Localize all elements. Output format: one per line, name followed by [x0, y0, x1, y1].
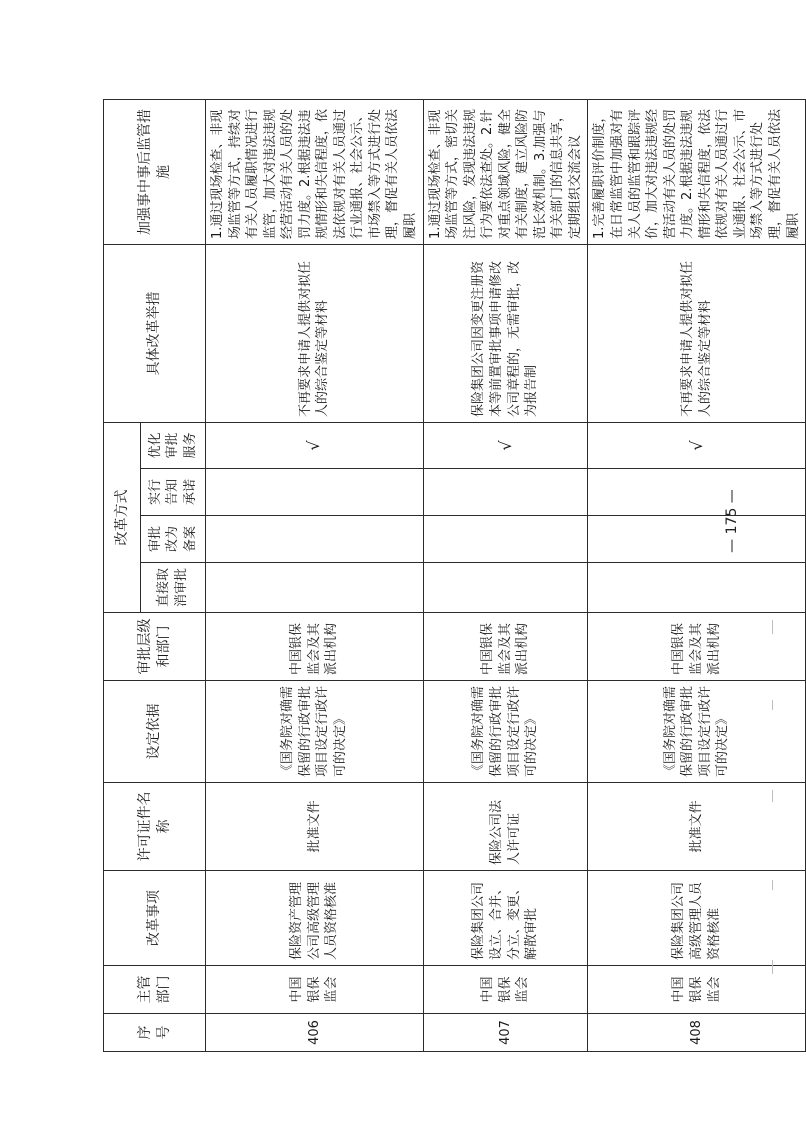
cell-license-name: 批准文件: [588, 783, 806, 871]
check-mark-icon: √: [588, 423, 806, 469]
cell-index: 407: [423, 1014, 588, 1052]
cell-measures: 不再要求申请人提供对拟任人的综合鉴定等材料: [206, 245, 424, 423]
header-department: 主管部门: [104, 966, 206, 1014]
cell-department: 中国银保监会: [206, 966, 424, 1014]
header-license-name: 许可证件名称: [104, 783, 206, 871]
cell-measures: 保险集团公司因变更注册资本等前置审批事项申请修改公司章程的，无需审批，改为报告制: [423, 245, 588, 423]
cell-filing: [206, 516, 424, 563]
cell-cancel: [423, 563, 588, 613]
header-index: 序号: [104, 1014, 206, 1052]
table-row: [206, 100, 424, 1052]
cell-basis: 《国务院对确需保留的行政审批项目设定行政许可的决定》: [206, 681, 424, 783]
cell-department: 中国银保监会: [423, 966, 588, 1014]
header-measures: 具体改革举措: [104, 245, 206, 423]
cell-approval-level: 中国银保监会及其派出机构: [206, 613, 424, 681]
cell-measures: 不再要求申请人提供对拟任人的综合鉴定等材料: [588, 245, 806, 423]
cell-basis: 《国务院对确需保留的行政审批项目设定行政许可的决定》: [588, 681, 806, 783]
cell-notify: [588, 469, 806, 516]
header-item: 改革事项: [104, 871, 206, 966]
reform-table: [103, 99, 806, 1052]
cell-approval-level: 中国银保监会及其派出机构: [588, 613, 806, 681]
cell-department: 中国银保监会: [588, 966, 806, 1014]
table-header: [104, 100, 206, 1052]
scan-mark: [772, 790, 773, 802]
header-approval-level: 审批层级和部门: [104, 613, 206, 681]
header-supervision: 加强事中事后监管措施: [104, 100, 206, 245]
cell-supervision: 1.通过现场检查、非现场监管等方式，密切关注风险，发现违法违规行为要依法查处。2.针对重点领域风险，健全有关制度，建立风险防范长效机制。3.加强与有关部门的信息共享，定期组织交流会议: [423, 100, 588, 245]
scan-mark: [772, 620, 773, 634]
cell-cancel: [588, 563, 806, 613]
header-filing: 审批改为备案: [141, 516, 206, 563]
cell-index: 406: [206, 1014, 424, 1052]
cell-item: 保险集团公司设立、合并、分立、变更、解散审批: [423, 871, 588, 966]
scan-mark: [772, 700, 773, 710]
cell-supervision: 1.完善履职评价制度，在日常监管中加强对有关人员的监管和跟踪评价，加大对违法违规经营活动有关人员的处罚力度。2.根据违法违规情形和失信程度，依法依规对有关人员通过行业通报、社会公示、市场禁入等方式进行处理，督促有关人员依法履职: [588, 100, 806, 245]
header-notify: 实行告知承诺: [141, 469, 206, 516]
cell-notify: [206, 469, 424, 516]
scan-mark: [772, 960, 773, 974]
cell-cancel: [206, 563, 424, 613]
cell-item: 保险资产管理公司高级管理人员资格核准: [206, 871, 424, 966]
cell-basis: 《国务院对确需保留的行政审批项目设定行政许可的决定》: [423, 681, 588, 783]
cell-index: 408: [588, 1014, 806, 1052]
cell-filing: [423, 516, 588, 563]
table-row: [423, 100, 588, 1052]
cell-notify: [423, 469, 588, 516]
header-basis: 设定依据: [104, 681, 206, 783]
header-optimize: 优化审批服务: [141, 423, 206, 469]
cell-license-name: 保险公司法人许可证: [423, 783, 588, 871]
header-cancel: 直接取消审批: [141, 563, 206, 613]
cell-supervision: 1.通过现场检查、非现场监管等方式，持续对有关人员履职情况进行监管，加大对违法违规经营活动有关人员的处罚力度。2.根据违法违规情形和失信程度，依法依规对有关人员通过行业通报、社会公示、市场禁入等方式进行处理，督促有关人员依法履职: [206, 100, 424, 245]
check-mark-icon: √: [206, 423, 424, 469]
check-mark-icon: √: [423, 423, 588, 469]
page-number: — 175 —: [724, 489, 740, 553]
table-row: [588, 100, 806, 1052]
scan-mark: [772, 880, 773, 890]
header-reform-method: 改革方式: [104, 423, 141, 613]
cell-approval-level: 中国银保监会及其派出机构: [423, 613, 588, 681]
cell-item: 保险集团公司高级管理人员资格核准: [588, 871, 806, 966]
cell-filing: [588, 516, 806, 563]
cell-license-name: 批准文件: [206, 783, 424, 871]
